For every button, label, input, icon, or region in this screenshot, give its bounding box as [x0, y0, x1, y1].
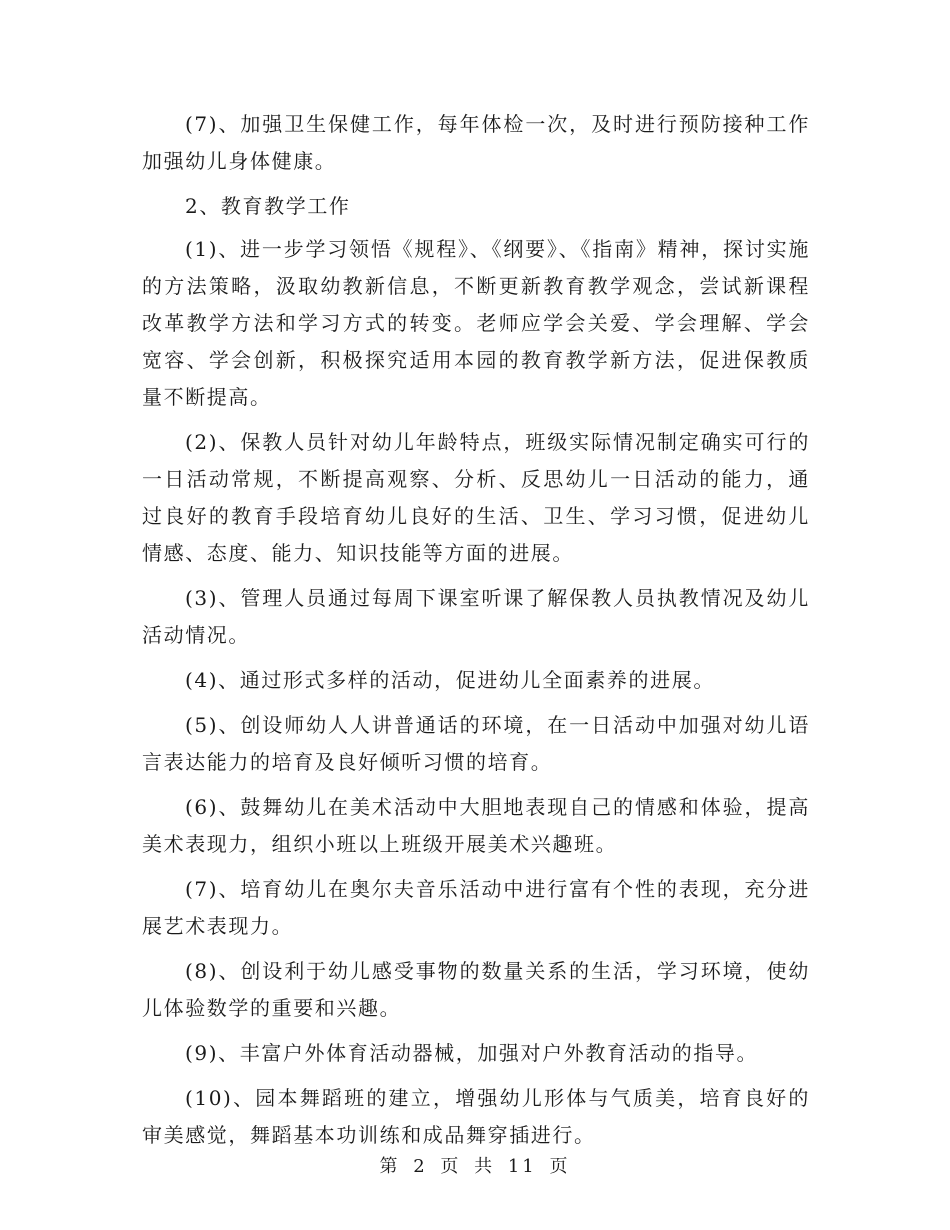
paragraph-item-5: (5)、创设师幼人人讲普通话的环境，在一日活动中加强对幼儿语言表达能力的培育及良好倾听习惯的培育。	[142, 713, 810, 774]
paragraph-item-1: (1)、进一步学习领悟《规程》、《纲要》、《指南》精神，探讨实施的方法策略，汲取幼教新信息，不断更新教育教学观念，尝试新课程改革教学方法和学习方式的转变。老师应学会关爱、学会理解、学会宽容、学会创新，积极探究适用本园的教育教学新方法，促进保教质量不断提高。	[142, 237, 810, 409]
paragraph-item-2: (2)、保教人员针对幼儿年龄特点，班级实际情况制定确实可行的一日活动常规，不断提高观察、分析、反思幼儿一日活动的能力，通过良好的教育手段培育幼儿良好的生活、卫生、学习习惯，促进幼儿情感、态度、能力、知识技能等方面的进展。	[142, 430, 810, 565]
section-heading-education: 2、教育教学工作	[185, 194, 351, 218]
document-body	[142, 106, 810, 1162]
paragraph-item-4: (4)、通过形式多样的活动，促进幼儿全面素养的进展。	[185, 668, 715, 692]
paragraph-item-3: (3)、管理人员通过每周下课室听课了解保教人员执教情况及幼儿活动情况。	[142, 586, 810, 647]
paragraph-item-6: (6)、鼓舞幼儿在美术活动中大胆地表现自己的情感和体验，提高美术表现力，组织小班以上班级开展美术兴趣班。	[142, 795, 810, 856]
paragraph-health-care: (7)、加强卫生保健工作，每年体检一次，及时进行预防接种工作加强幼儿身体健康。	[142, 112, 810, 173]
paragraph-item-7: (7)、培育幼儿在奥尔夫音乐活动中进行富有个性的表现，充分进展艺术表现力。	[142, 877, 810, 938]
page-number-footer: 第 2 页 共 11 页	[379, 1156, 571, 1177]
paragraph-item-10: (10)、园本舞蹈班的建立，增强幼儿形体与气质美，培育良好的审美感觉，舞蹈基本功训练和成品舞穿插进行。	[142, 1086, 810, 1147]
paragraph-item-8: (8)、创设利于幼儿感受事物的数量关系的生活，学习环境，使幼儿体验数学的重要和兴趣。	[142, 959, 810, 1020]
paragraph-item-9: (9)、丰富户外体育活动器械，加强对户外教育活动的指导。	[185, 1041, 759, 1065]
